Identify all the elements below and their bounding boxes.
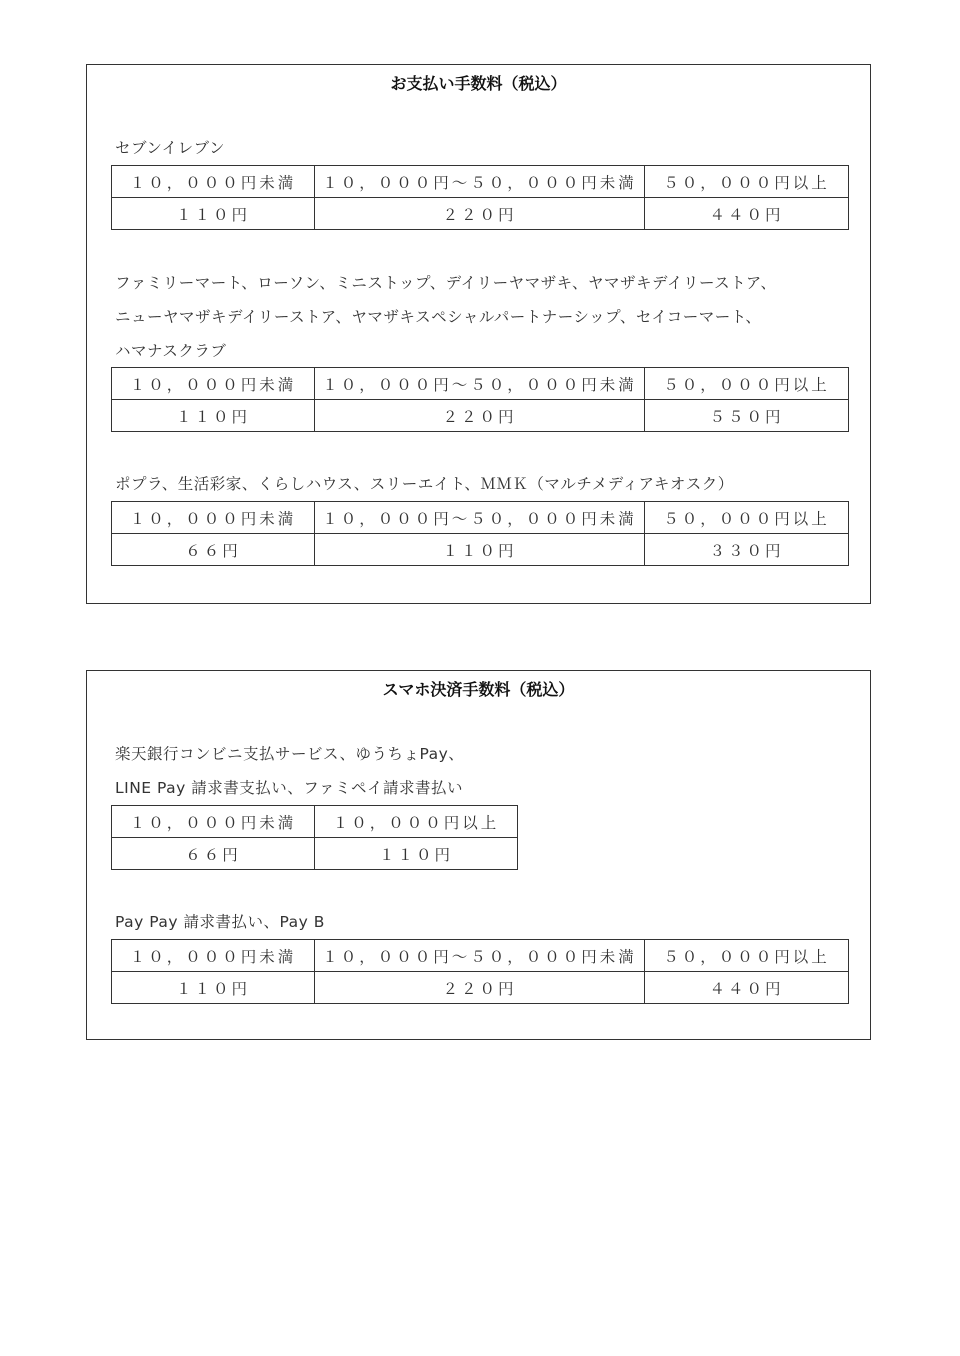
group-label-line: ファミリーマート、ローソン、ミニストップ、デイリーヤマザキ、ヤマザキデイリーストア、 (115, 274, 777, 292)
table-cell: ２２０円 (315, 198, 645, 230)
table-cell: ２２０円 (315, 400, 645, 432)
group-label-line: ポプラ、生活彩家、くらしハウス、スリーエイト、ＭＭＫ（マルチメディアキオスク） (115, 475, 734, 493)
table-header-cell: １０，０００円未満 (112, 368, 315, 400)
group-label-poplar-etc (115, 467, 734, 501)
table-cell: ４４０円 (645, 972, 849, 1004)
group-label-line: セブンイレブン (115, 139, 225, 157)
table-cell: ４４０円 (645, 198, 849, 230)
table-header-cell: １０，０００円未満 (112, 806, 315, 838)
table-header-cell: １０，０００円～５０，０００円未満 (315, 940, 645, 972)
table-header-row (112, 502, 849, 534)
table-header-cell: ５０，０００円以上 (645, 368, 849, 400)
group-label-line: ハマナスクラブ (115, 342, 227, 360)
table-row (112, 534, 849, 566)
group-label-paypay-payb (115, 905, 325, 939)
group-label-line: ニューヤマザキデイリーストア、ヤマザキスペシャルパートナーシップ、セイコーマート、 (115, 308, 762, 326)
table-row (112, 198, 849, 230)
table-header-cell: １０，０００円～５０，０００円未満 (315, 368, 645, 400)
table-header-row (112, 940, 849, 972)
payment-fee-title: お支払い手数料（税込） (390, 74, 567, 93)
table-header-cell: １０，０００円未満 (112, 166, 315, 198)
table-cell: ３３０円 (645, 534, 849, 566)
group-label-rakuten-yucho-line-famipay (115, 737, 464, 805)
table-header-cell: ５０，０００円以上 (645, 502, 849, 534)
table-row (112, 838, 518, 870)
group-label-line: 楽天銀行コンビニ支払サービス、ゆうちょPay、 (115, 745, 465, 763)
fee-table-poplar-etc (111, 501, 849, 566)
table-cell: １１０円 (315, 838, 518, 870)
table-cell: ６６円 (112, 534, 315, 566)
group-label-line: Pay Pay 請求書払い、Pay B (115, 913, 325, 931)
table-header-row (112, 166, 849, 198)
table-cell: １１０円 (315, 534, 645, 566)
table-cell: ２２０円 (315, 972, 645, 1004)
group-label-line: LINE Pay 請求書支払い、ファミペイ請求書払い (115, 779, 463, 797)
table-header-row (112, 806, 518, 838)
table-cell: ６６円 (112, 838, 315, 870)
table-row (112, 400, 849, 432)
smartphone-fee-title: スマホ決済手数料（税込） (382, 680, 575, 699)
group-label-seven-eleven (115, 131, 225, 165)
group-label-family-mart-etc (115, 266, 776, 368)
payment-fee-section (86, 64, 871, 604)
table-header-cell: １０，０００円～５０，０００円未満 (315, 502, 645, 534)
fee-table-paypay-payb (111, 939, 849, 1004)
table-cell: １１０円 (112, 972, 315, 1004)
table-header-cell: １０，０００円未満 (112, 940, 315, 972)
table-header-cell: ５０，０００円以上 (645, 940, 849, 972)
table-header-row (112, 368, 849, 400)
fee-table-seven-eleven (111, 165, 849, 230)
fee-table-rakuten-yucho-line-famipay (111, 805, 518, 870)
table-cell: ５５０円 (645, 400, 849, 432)
table-cell: １１０円 (112, 400, 315, 432)
table-cell: １１０円 (112, 198, 315, 230)
table-header-cell: ５０，０００円以上 (645, 166, 849, 198)
smartphone-fee-section (86, 670, 871, 1040)
fee-table-family-mart-etc (111, 367, 849, 432)
table-row (112, 972, 849, 1004)
table-header-cell: １０，０００円未満 (112, 502, 315, 534)
table-header-cell: １０，０００円以上 (315, 806, 518, 838)
table-header-cell: １０，０００円～５０，０００円未満 (315, 166, 645, 198)
